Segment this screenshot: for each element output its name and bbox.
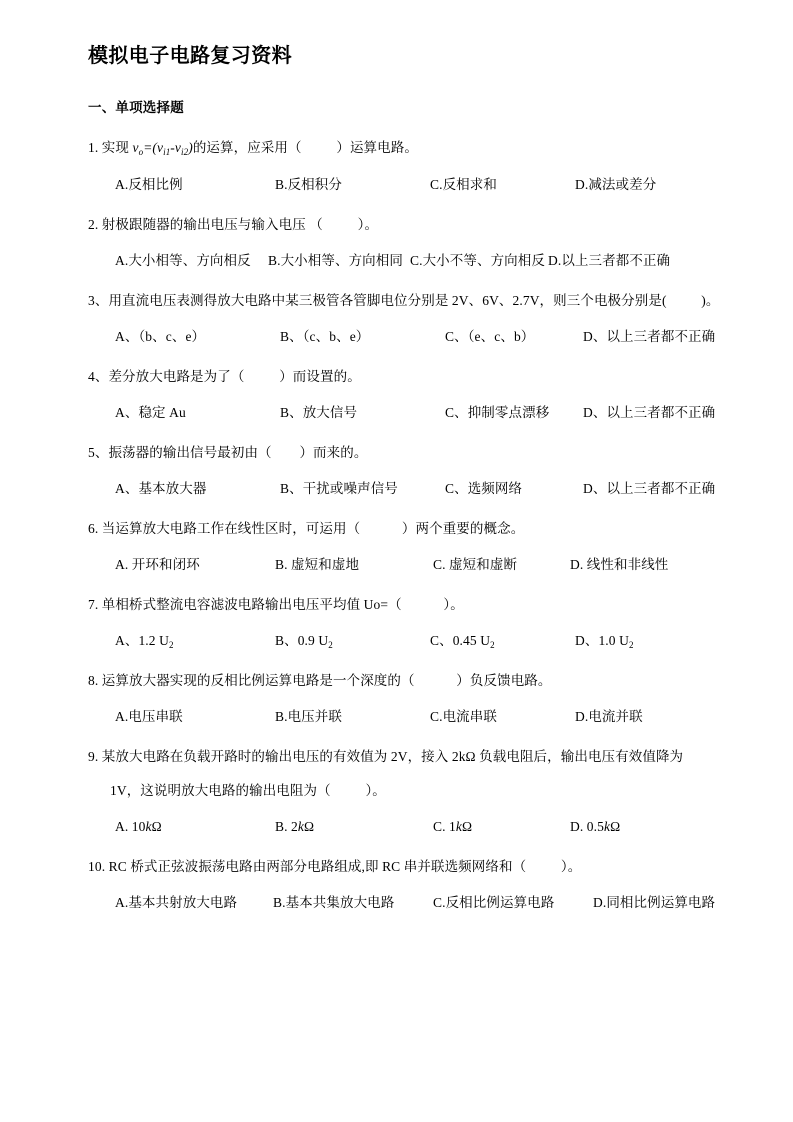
option-a[interactable]: A.大小相等、方向相反 [115,253,251,268]
option-a[interactable]: A. 开环和闭环 [115,557,200,572]
question-3 [88,291,720,347]
option-b[interactable]: B.基本共集放大电路 [273,895,395,910]
option-c[interactable]: C.反相求和 [430,177,497,192]
option-d[interactable]: D、以上三者都不正确 [583,329,716,344]
option-d[interactable]: D、以上三者都不正确 [583,405,716,420]
option-d[interactable]: D、以上三者都不正确 [583,481,716,496]
question-3-options [115,327,720,347]
question-1-formula: $v_o=(v_{i1}-v_{i2})$ [132,140,193,157]
question-6-stem: 6. 当运算放大电路工作在线性区时，可运用（ ）两个重要的概念。 [88,521,525,536]
question-10 [88,857,720,913]
question-9-stem-line1: 9. 某放大电路在负载开路时的输出电压的有效值为 2V，接入 2kΩ 负载电阻后，输出电压有效值降为 [88,749,684,764]
question-2 [88,215,720,271]
option-c[interactable]: C、抑制零点漂移 [445,405,550,420]
option-b[interactable]: B、（c、b、e） [280,329,370,344]
question-5-stem: 5、振荡器的输出信号最初由（ ）而来的。 [88,445,368,460]
option-d[interactable]: D.以上三者都不正确 [548,253,671,268]
option-c[interactable]: C、（e、c、b） [445,329,535,344]
question-3-stem: 3、用直流电压表测得放大电路中某三极管各管脚电位分别是 2V、6V、2.7V，则三个电极分别是( )。 [88,293,720,308]
document-content [88,42,720,913]
section-heading: 一、单项选择题 [88,100,184,115]
option-a[interactable]: A.基本共射放大电路 [115,895,238,910]
option-b[interactable]: B、放大信号 [280,405,358,420]
option-b[interactable]: B、0.9 $U_2$ [275,633,333,650]
option-c[interactable]: C.大小不等、方向相反 [410,253,545,268]
option-d[interactable]: D.减法或差分 [575,177,657,192]
option-d[interactable]: D.电流并联 [575,709,643,724]
option-c[interactable]: C.反相比例运算电路 [433,895,555,910]
option-a[interactable]: A.电压串联 [115,709,183,724]
option-d[interactable]: D、1.0 $U_2$ [575,633,634,650]
option-c[interactable]: C、选频网络 [445,481,523,496]
option-b[interactable]: B、干扰或噪声信号 [280,481,398,496]
question-5 [88,443,720,499]
question-7-stem: 7. 单相桥式整流电容滤波电路输出电压平均值 Uo=（ ）。 [88,597,464,612]
option-d[interactable]: D.同相比例运算电路 [593,895,716,910]
question-2-options [115,251,720,271]
question-1-stem-post: 的运算，应采用（ ）运算电路。 [192,140,418,155]
option-c[interactable]: C. 虚短和虚断 [433,557,518,572]
option-a[interactable]: A.反相比例 [115,177,183,192]
question-2-stem: 2. 射极跟随器的输出电压与输入电压 （ ）。 [88,217,379,232]
option-b[interactable]: B.电压并联 [275,709,342,724]
option-c[interactable]: C. 1kΩ [433,819,473,834]
option-b[interactable]: B. 2kΩ [275,819,315,834]
question-1-stem-pre: 1. 实现 [88,140,133,155]
option-b[interactable]: B.大小相等、方向相同 [268,253,403,268]
option-b[interactable]: B.反相积分 [275,177,342,192]
question-4-options [115,403,720,423]
question-1 [88,138,720,195]
option-c[interactable]: C、0.45 $U_2$ [430,633,495,650]
option-b[interactable]: B. 虚短和虚地 [275,557,360,572]
question-9-options [115,817,720,837]
question-9-stem-line2: 1V，这说明放大电路的输出电阻为（ ）。 [110,783,386,798]
question-7-options [115,631,720,651]
option-a[interactable]: A、1.2 $U_2$ [115,633,174,650]
question-4 [88,367,720,423]
option-a[interactable]: A、稳定 Au [115,405,186,420]
question-10-stem: 10. RC 桥式正弦波振荡电路由两部分电路组成,即 RC 串并联选频网络和（ ）。 [88,859,582,874]
question-1-stem [88,138,720,159]
option-d[interactable]: D. 0.5kΩ [570,819,621,834]
question-10-options [115,893,720,913]
question-6-options [115,555,720,575]
question-8 [88,671,720,727]
option-a[interactable]: A、基本放大器 [115,481,207,496]
option-c[interactable]: C.电流串联 [430,709,497,724]
option-a[interactable]: A. 10kΩ [115,819,162,834]
option-d[interactable]: D. 线性和非线性 [570,557,669,572]
option-a[interactable]: A、（b、c、e） [115,329,206,344]
question-5-options [115,479,720,499]
question-7 [88,595,720,651]
question-9 [88,747,720,837]
question-9-stem [88,747,720,801]
question-1-options [115,175,720,195]
question-8-stem: 8. 运算放大器实现的反相比例运算电路是一个深度的（ ）负反馈电路。 [88,673,552,688]
question-8-options [115,707,720,727]
question-6 [88,519,720,575]
question-4-stem: 4、差分放大电路是为了（ ）而设置的。 [88,369,361,384]
page-title: 模拟电子电路复习资料 [88,45,292,67]
